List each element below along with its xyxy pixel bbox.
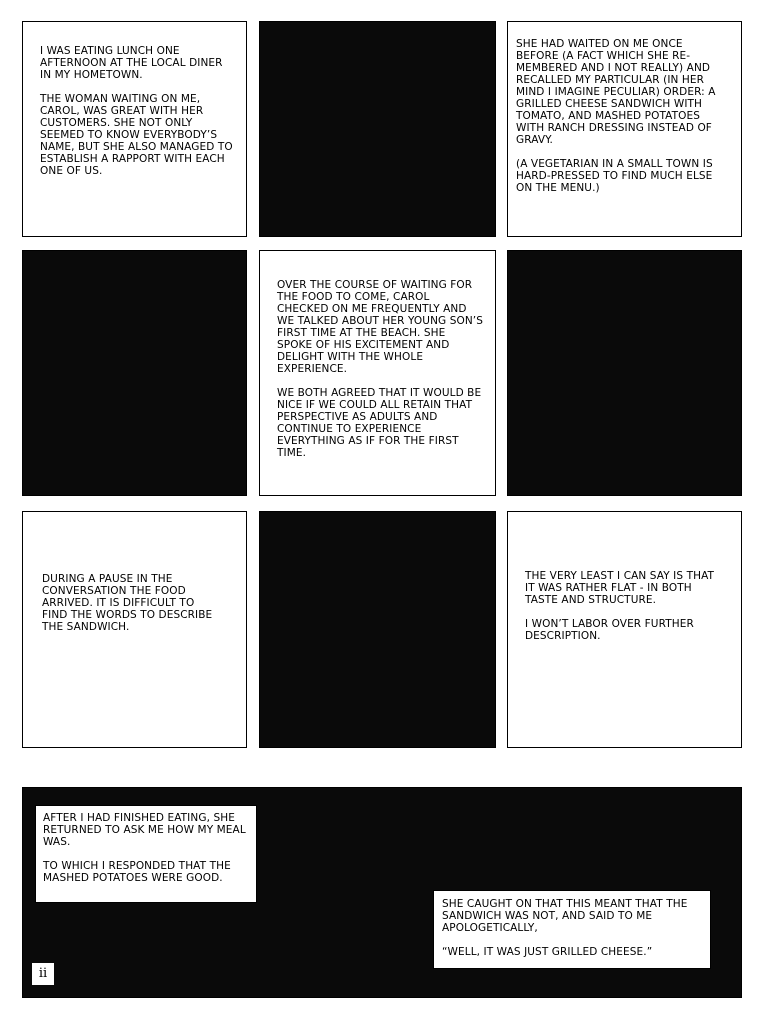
panel-2 xyxy=(259,21,496,237)
panel-5-para-1: OVER THE COURSE OF WAITING FOR THE FOOD TO COME, CAROL CHECKED ON ME FREQUENTLY AND WE TALKED ABOUT HER YOUNG SON’S FIRST TIME AT THE BEACH. SHE SPOKE OF HIS EXCITEMENT AND DELIGHT WITH THE WHOLE EXPERIENCE. xyxy=(277,279,483,375)
panel-5 xyxy=(259,250,496,496)
panel-9 xyxy=(507,511,742,748)
caption-b-para-1: SHE CAUGHT ON THAT THIS MEANT THAT THE SANDWICH WAS NOT, AND SAID TO ME APOLOGETICALLY, xyxy=(442,898,688,934)
panel-1 xyxy=(22,21,247,237)
caption-b-text xyxy=(442,898,704,958)
panel-1-para-2: THE WOMAN WAITING ON ME, CAROL, WAS GREAT WITH HER CUSTOMERS. SHE NOT ONLY SEEMED TO KNOW EVERYBODY’S NAME, BUT SHE ALSO MANAGED TO ESTABLISH A RAPPORT WITH EACH ONE OF US. xyxy=(40,93,233,177)
panel-3 xyxy=(507,21,742,237)
panel-6 xyxy=(507,250,742,496)
panel-9-para-1: THE VERY LEAST I CAN SAY IS THAT IT WAS RATHER FLAT - IN BOTH TASTE AND STRUCTURE. xyxy=(525,570,715,606)
panel-5-para-2: WE BOTH AGREED THAT IT WOULD BE NICE IF WE COULD ALL RETAIN THAT PERSPECTIVE AS ADULTS AND CONTINUE TO EXPERIENCE EVERYTHING AS IF FOR THE FIRST TIME. xyxy=(277,387,482,459)
caption-b-para-2: “WELL, IT WAS JUST GRILLED CHEESE.” xyxy=(442,946,653,958)
panel-8 xyxy=(259,511,496,748)
panel-10 xyxy=(22,787,742,998)
panel-3-text xyxy=(516,38,728,194)
page-number: ii xyxy=(32,963,54,985)
panel-7 xyxy=(22,511,247,748)
panel-1-para-1: I WAS EATING LUNCH ONE AFTERNOON AT THE LOCAL DINER IN MY HOMETOWN. xyxy=(40,45,223,81)
panel-9-para-2: I WON’T LABOR OVER FURTHER DESCRIPTION. xyxy=(525,618,694,642)
caption-box-b xyxy=(433,890,711,969)
caption-a-para-2: TO WHICH I RESPONDED THAT THE MASHED POTATOES WERE GOOD. xyxy=(43,860,231,884)
panel-7-para-1: DURING A PAUSE IN THE CONVERSATION THE FOOD ARRIVED. IT IS DIFFICULT TO FIND THE WORDS TO DESCRIBE THE SANDWICH. xyxy=(42,573,213,633)
panel-1-text xyxy=(40,45,235,177)
caption-a-text xyxy=(43,812,253,884)
panel-9-text xyxy=(525,570,725,642)
panel-7-text xyxy=(42,573,222,633)
caption-box-a xyxy=(35,805,257,903)
panel-5-text xyxy=(277,279,483,459)
panel-4 xyxy=(22,250,247,496)
panel-3-para-1: SHE HAD WAITED ON ME ONCE BEFORE (A FACT WHICH SHE RE-MEMBERED AND I NOT REALLY) AND RECALLED MY PARTICULAR (IN HER MIND I IMAGINE PECULIAR) ORDER: A GRILLED CHEESE SANDWICH WITH TOMATO, AND MASHED POTATOES WITH RANCH DRESSING INSTEAD OF GRAVY. xyxy=(516,38,716,146)
panel-3-para-2: (A VEGETARIAN IN A SMALL TOWN IS HARD-PRESSED TO FIND MUCH ELSE ON THE MENU.) xyxy=(516,158,713,194)
caption-a-para-1: AFTER I HAD FINISHED EATING, SHE RETURNED TO ASK ME HOW MY MEAL WAS. xyxy=(43,812,246,848)
